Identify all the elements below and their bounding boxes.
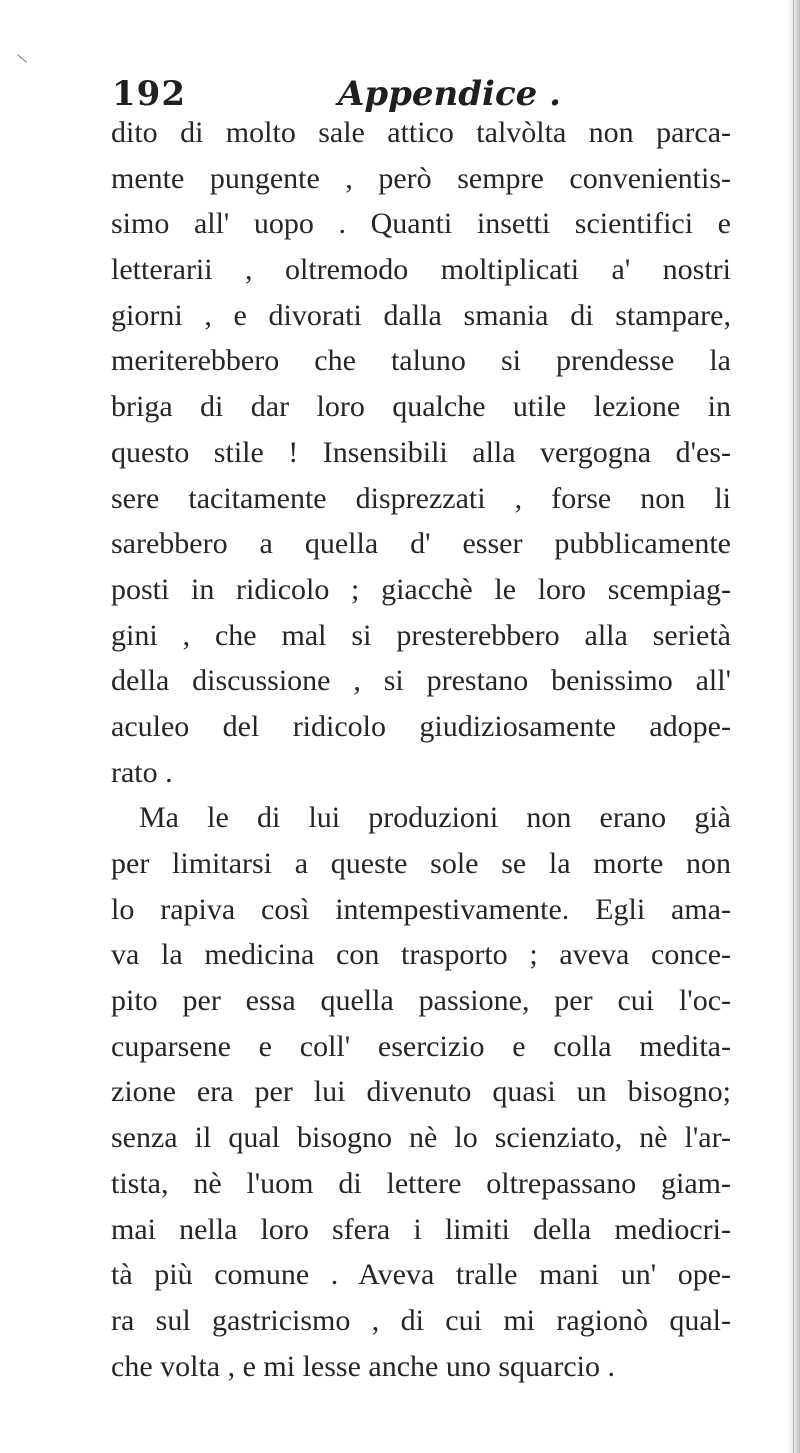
text-line: zione era per lui divenuto quasi un bisogno;: [111, 1075, 731, 1109]
page-edge-line: [793, 0, 794, 1453]
text-line: mai nella loro sfera i limiti della mediocri-: [111, 1212, 731, 1246]
text-line: meriterebbero che taluno si prendesse la: [111, 344, 731, 378]
text-line: lo rapiva così intempestivamente. Egli ama-: [111, 892, 731, 926]
text-line: posti in ridicolo ; giacchè le loro scempiag-: [111, 572, 731, 606]
page-number: 192: [112, 74, 186, 114]
text-line-paragraph-end: rato .: [111, 755, 173, 789]
text-line: letterarii , oltremodo moltiplicati a' nostri: [111, 253, 731, 287]
text-line: mente pungente , però sempre convenientis-: [111, 161, 731, 195]
text-line: sarebbero a quella d' esser pubblicamente: [111, 527, 731, 561]
text-line: va la medicina con trasporto ; aveva conce-: [111, 938, 731, 972]
text-line: briga di dar loro qualche utile lezione in: [111, 390, 731, 424]
body-text: [111, 110, 731, 1389]
text-line: aculeo del ridicolo giudiziosamente adope-: [111, 709, 731, 743]
text-line: sere tacitamente disprezzati , forse non li: [111, 481, 731, 515]
text-line: tà più comune . Aveva tralle mani un' ope-: [111, 1258, 731, 1292]
text-line-page-end: che volta , e mi lesse anche uno squarcio .: [111, 1349, 615, 1383]
text-line: ra sul gastricismo , di cui mi ragionò qual-: [111, 1303, 731, 1337]
text-line: questo stile ! Insensibili alla vergogna d'es-: [111, 435, 731, 469]
text-line: senza il qual bisogno nè lo scienziato, nè l'ar-: [111, 1121, 731, 1155]
text-line: per limitarsi a queste sole se la morte non: [111, 847, 731, 880]
text-line: simo all' uopo . Quanti insetti scientifici e: [111, 207, 731, 241]
text-line: giorni , e divorati dalla smania di stampare,: [111, 298, 731, 332]
text-line: cuparsene e coll' esercizio e colla medita-: [111, 1029, 731, 1063]
text-line: tista, nè l'uom di lettere oltrepassano giam-: [111, 1166, 731, 1200]
running-head: Appendice .: [338, 74, 561, 114]
text-line: della discussione , si prestano benissimo all': [111, 664, 731, 698]
text-line-paragraph-start: Ma le di lui produzioni non erano già: [139, 801, 731, 835]
text-line: pito per essa quella passione, per cui l'oc-: [111, 984, 731, 1018]
text-line: dito di molto sale attico talvòlta non parca-: [111, 116, 731, 149]
text-line: gini , che mal si presterebbero alla serietà: [111, 618, 731, 652]
scan-corner-mark: [17, 54, 27, 62]
